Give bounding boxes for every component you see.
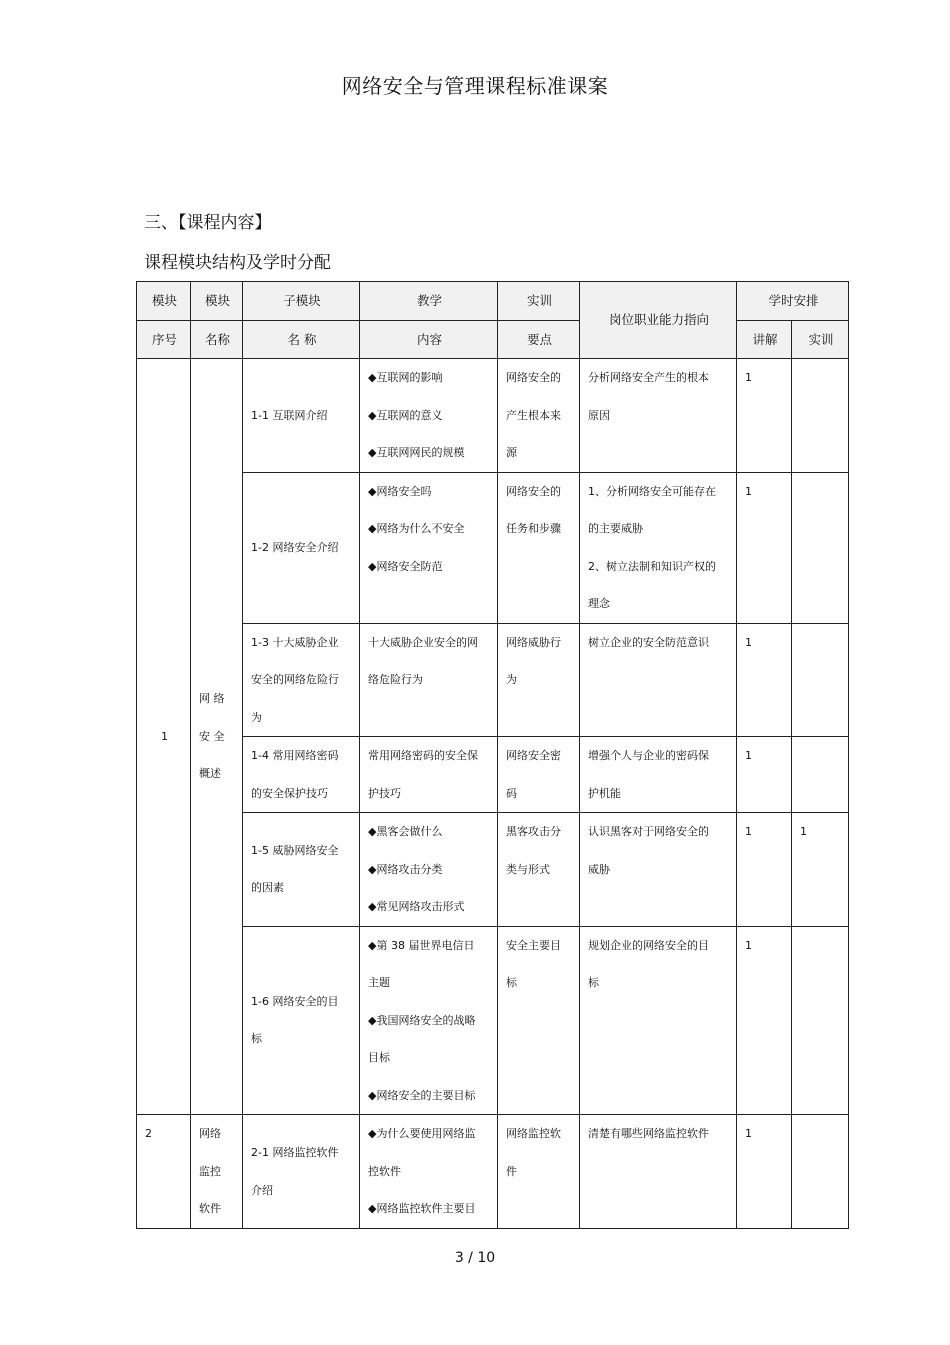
practice-points-line: 件: [506, 1164, 517, 1178]
lab-hours: 1: [792, 813, 849, 927]
teaching-content-line: ◆互联网网民的规模: [368, 446, 465, 459]
submodule-name-line: 介绍: [251, 1183, 273, 1197]
practice-points: [498, 359, 580, 473]
header-module-no-line2: 序号: [137, 320, 191, 359]
teaching-content-line: 常用网络密码的安全保: [368, 749, 478, 762]
practice-points-line: 标: [506, 976, 517, 989]
ability-orientation-line: 1、分析网络安全可能存在: [588, 484, 716, 498]
submodule-name-line: 1-5 威胁网络安全: [251, 843, 339, 857]
practice-points: [498, 737, 580, 813]
teaching-content-line: 护技巧: [368, 786, 401, 800]
header-hours: 学时安排: [737, 282, 849, 321]
submodule-name: [243, 359, 360, 473]
ability-orientation: [580, 623, 737, 737]
header-module-name-line1: 模块: [191, 282, 243, 321]
teaching-content-line: ◆互联网的影响: [368, 371, 443, 384]
teaching-content-line: ◆网络为什么不安全: [368, 522, 465, 535]
ability-orientation-line: 2、树立法制和知识产权的: [588, 559, 716, 573]
teaching-content: [360, 472, 498, 623]
ability-orientation-line: 的主要威胁: [588, 522, 643, 535]
practice-points: [498, 1115, 580, 1229]
teaching-content: [360, 1115, 498, 1229]
teaching-content-line: 控软件: [368, 1164, 401, 1178]
ability-orientation: [580, 472, 737, 623]
ability-orientation: [580, 926, 737, 1115]
document-title: 网络安全与管理课程标准课案: [341, 74, 609, 98]
ability-orientation-line: 树立企业的安全防范意识: [588, 635, 709, 649]
module-name-line: 概述: [199, 767, 221, 781]
teaching-content: [360, 737, 498, 813]
practice-points-line: 任务和步骤: [506, 522, 561, 535]
table-row: [137, 472, 849, 623]
practice-points: [498, 472, 580, 623]
ability-orientation: [580, 1115, 737, 1229]
header-teaching-line1: 教学: [360, 282, 498, 321]
page-indicator: 3 / 10: [454, 1250, 496, 1266]
lecture-hours: 1: [737, 1115, 792, 1229]
submodule-name: [243, 737, 360, 813]
module-name-line: 网 络: [199, 692, 225, 706]
teaching-content-line: ◆网络监控软件主要目: [368, 1202, 476, 1215]
teaching-content-line: ◆我国网络安全的战略: [368, 1013, 476, 1027]
submodule-name-line: 1-2 网络安全介绍: [251, 540, 339, 554]
lecture-hours: 1: [737, 359, 792, 473]
module-number: 1: [137, 359, 191, 1115]
ability-orientation: [580, 813, 737, 927]
submodule-name-line: 安全的网络危险行: [251, 673, 339, 686]
practice-points: [498, 813, 580, 927]
submodule-name: [243, 1115, 360, 1229]
teaching-content-line: ◆黑客会做什么: [368, 825, 443, 838]
module-name: [191, 1115, 243, 1229]
teaching-content-line: 络危险行为: [368, 673, 423, 686]
header-module-no-line1: 模块: [137, 282, 191, 321]
practice-points-line: 产生根本来: [506, 408, 561, 422]
teaching-content: [360, 813, 498, 927]
ability-orientation-line: 认识黑客对于网络安全的: [588, 825, 709, 838]
submodule-name-line: 2-1 网络监控软件: [251, 1146, 339, 1159]
practice-points: [498, 926, 580, 1115]
header-teaching-line2: 内容: [360, 320, 498, 359]
submodule-name: [243, 472, 360, 623]
lecture-hours: 1: [737, 926, 792, 1115]
practice-points-line: 网络威胁行: [506, 635, 561, 649]
teaching-content-line: ◆常见网络攻击形式: [368, 900, 465, 913]
practice-points-line: 网络监控软: [506, 1127, 561, 1140]
ability-orientation-line: 规划企业的网络安全的目: [588, 938, 709, 952]
practice-points-line: 码: [506, 786, 517, 800]
teaching-content-line: 十大威胁企业安全的网: [368, 635, 478, 649]
lab-hours: [792, 926, 849, 1115]
ability-orientation-line: 理念: [588, 597, 610, 610]
practice-points-line: 黑客攻击分: [506, 825, 561, 838]
lab-hours: [792, 472, 849, 623]
teaching-content-line: 目标: [368, 1051, 390, 1064]
teaching-content-line: ◆网络安全的主要目标: [368, 1088, 476, 1102]
lab-hours: [792, 623, 849, 737]
table-row: [137, 926, 849, 1115]
module-name-line: 安 全: [199, 729, 225, 743]
submodule-name-line: 1-1 互联网介绍: [251, 408, 328, 422]
teaching-content: [360, 623, 498, 737]
submodule-name: [243, 623, 360, 737]
lecture-hours: 1: [737, 623, 792, 737]
practice-points-line: 源: [506, 446, 517, 459]
practice-points: [498, 623, 580, 737]
submodule-name: [243, 926, 360, 1115]
submodule-name-line: 1-3 十大威胁企业: [251, 635, 339, 649]
ability-orientation-line: 原因: [588, 408, 610, 422]
teaching-content-line: ◆网络攻击分类: [368, 862, 443, 876]
submodule-name-line: 1-4 常用网络密码: [251, 749, 339, 762]
ability-orientation: [580, 359, 737, 473]
teaching-content: [360, 359, 498, 473]
ability-orientation-line: 分析网络安全产生的根本: [588, 371, 709, 384]
lab-hours: [792, 359, 849, 473]
practice-points-line: 为: [506, 673, 517, 686]
table-row: [137, 737, 849, 813]
submodule-name-line: 标: [251, 1032, 262, 1046]
table-row: [137, 359, 849, 473]
ability-orientation: [580, 737, 737, 813]
header-ability: 岗位职业能力指向: [580, 282, 737, 359]
ability-orientation-line: 护机能: [588, 786, 621, 800]
module-number: 2: [137, 1115, 191, 1229]
table-row: [137, 623, 849, 737]
submodule-name: [243, 813, 360, 927]
teaching-content-line: ◆网络安全防范: [368, 559, 443, 573]
course-module-table: [136, 281, 849, 1229]
table-row: [137, 1115, 849, 1229]
practice-points-line: 网络安全密: [506, 749, 561, 762]
module-name-line: 软件: [199, 1202, 221, 1215]
header-submodule-line1: 子模块: [243, 282, 360, 321]
table-caption: 课程模块结构及学时分配: [144, 253, 331, 273]
header-lecture: 讲解: [737, 320, 792, 359]
section-heading: 三、【课程内容】: [144, 213, 272, 233]
lecture-hours: 1: [737, 472, 792, 623]
practice-points-line: 网络安全的: [506, 484, 561, 498]
lab-hours: [792, 737, 849, 813]
module-name: [191, 359, 243, 1115]
table-row: [137, 813, 849, 927]
header-lab: 实训: [792, 320, 849, 359]
teaching-content-line: 主题: [368, 976, 390, 989]
practice-points-line: 安全主要目: [506, 938, 561, 952]
ability-orientation-line: 威胁: [588, 862, 610, 876]
module-name-line: 网络: [199, 1127, 221, 1140]
ability-orientation-line: 增强个人与企业的密码保: [588, 749, 709, 762]
lecture-hours: 1: [737, 813, 792, 927]
practice-points-line: 网络安全的: [506, 371, 561, 384]
table-body: [137, 359, 849, 1229]
submodule-name-line: 的安全保护技巧: [251, 786, 328, 800]
teaching-content-line: ◆为什么要使用网络监: [368, 1127, 476, 1140]
header-practice-line2: 要点: [498, 320, 580, 359]
teaching-content: [360, 926, 498, 1115]
header-practice-line1: 实训: [498, 282, 580, 321]
practice-points-line: 类与形式: [506, 862, 550, 876]
submodule-name-line: 1-6 网络安全的目: [251, 994, 339, 1008]
ability-orientation-line: 清楚有哪些网络监控软件: [588, 1127, 709, 1140]
teaching-content-line: ◆网络安全吗: [368, 484, 432, 498]
header-submodule-line2: 名 称: [243, 320, 360, 359]
submodule-name-line: 为: [251, 710, 262, 724]
ability-orientation-line: 标: [588, 976, 599, 989]
header-module-name-line2: 名称: [191, 320, 243, 359]
lecture-hours: 1: [737, 737, 792, 813]
lab-hours: [792, 1115, 849, 1229]
teaching-content-line: ◆第 38 届世界电信日: [368, 938, 475, 952]
module-name-line: 监控: [199, 1164, 221, 1178]
teaching-content-line: ◆互联网的意义: [368, 408, 443, 422]
submodule-name-line: 的因素: [251, 881, 284, 895]
